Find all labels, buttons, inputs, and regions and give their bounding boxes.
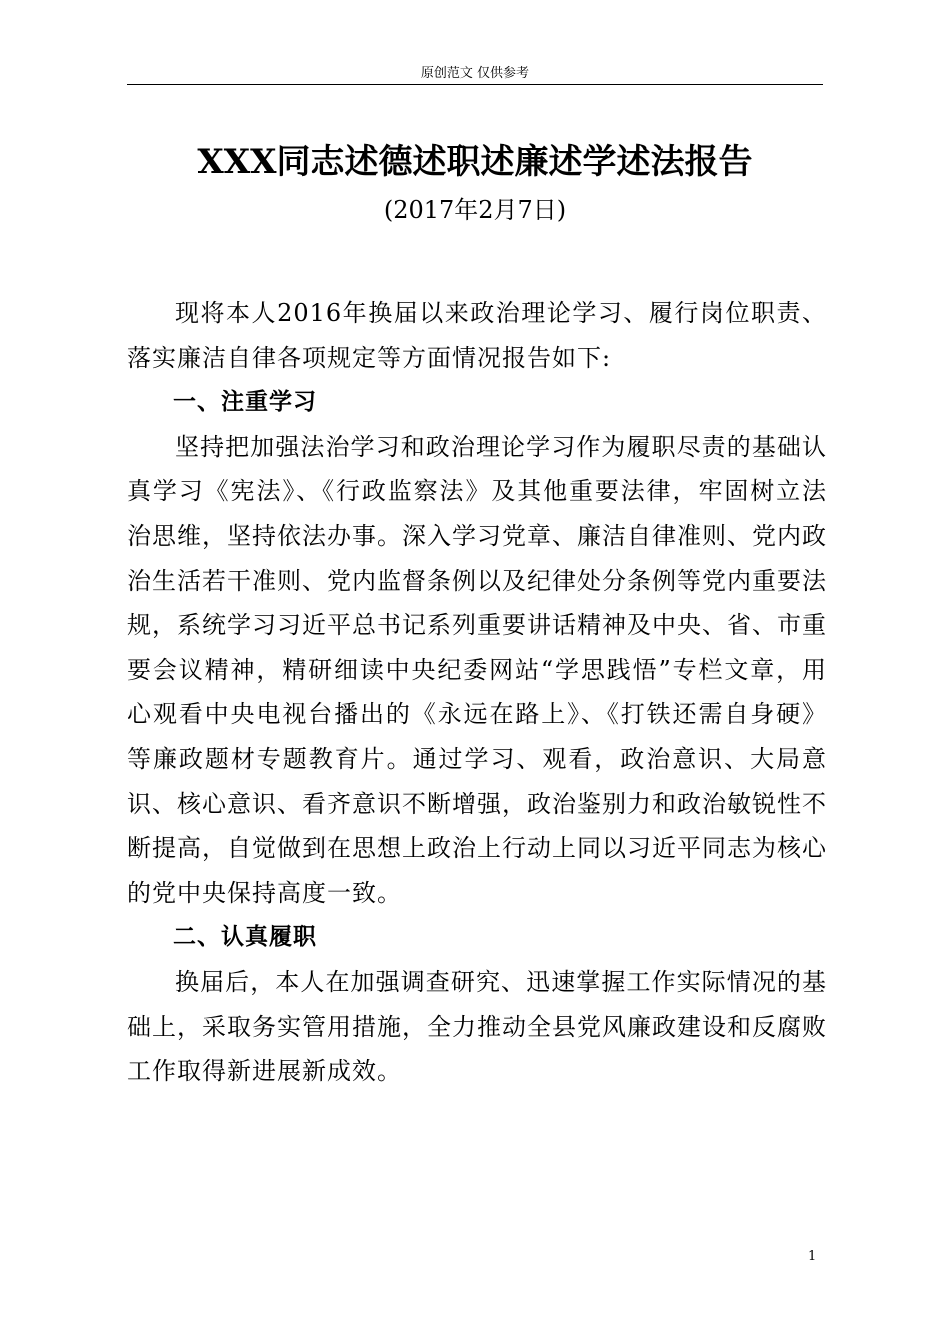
document-body xyxy=(127,291,827,1094)
document-date: (2017年2月7日) xyxy=(383,196,567,224)
document-title: XXX同志述德述职述廉述学述法报告 xyxy=(197,142,753,182)
page-header: 原创范文 仅供参考 xyxy=(420,66,530,81)
section-heading-study: 一、注重学习 xyxy=(173,389,317,416)
page-number: 1 xyxy=(808,1249,817,1264)
header-divider xyxy=(127,84,823,85)
intro-paragraph: 现将本人2016年换届以来政治理论学习、履行岗位职责、落实廉洁自律各项规定等方面情况报告如下: xyxy=(127,299,827,372)
section-paragraph-duty: 换届后，本人在加强调查研究、迅速掌握工作实际情况的基础上，采取务实管用措施，全力推动全县党风廉政建设和反腐败工作取得新进展新成效。 xyxy=(127,967,827,1086)
section-heading-duty: 二、认真履职 xyxy=(173,924,317,951)
section-paragraph-study: 坚持把加强法治学习和政治理论学习作为履职尽责的基础认真学习《宪法》、《行政监察法》及其他重要法律，牢固树立法治思维，坚持依法办事。深入学习党章、廉洁自律准则、党内政治生活若干准则、党内监督条例以及纪律处分条例等党内重要法规，系统学习习近平总书记系列重要讲话精神及中央、省、市重要会议精神，精研细读中央纪委网站“学思践悟”专栏文章，用心观看中央电视台播出的《永远在路上》、《打铁还需自身硬》等廉政题材专题教育片。通过学习、观看，政治意识、大局意识、核心意识、看齐意识不断增强，政治鉴别力和政治敏锐性不断提高，自觉做到在思想上政治上行动上同以习近平同志为核心的党中央保持高度一致。 xyxy=(127,432,827,907)
